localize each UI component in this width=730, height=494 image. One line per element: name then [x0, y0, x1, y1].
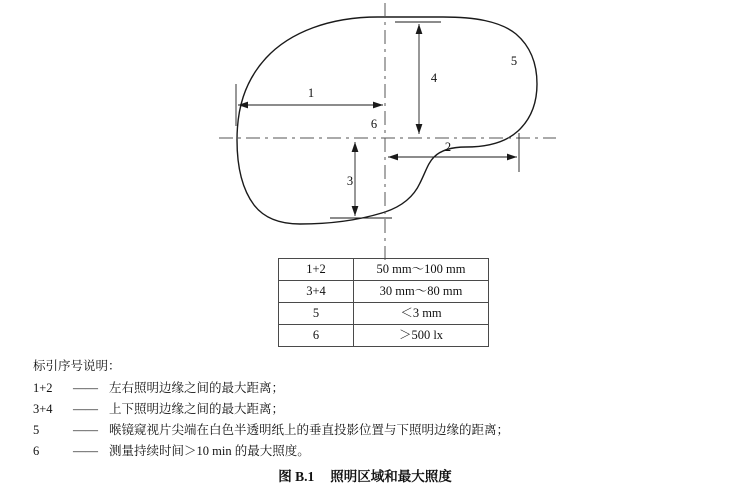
- spec-table: [278, 258, 489, 347]
- table-row: [279, 325, 489, 347]
- table-row: [279, 281, 489, 303]
- callout-label-4: 4: [430, 71, 438, 85]
- list-item: [33, 378, 633, 399]
- dimension-1-arrow-left: [238, 102, 248, 109]
- spec-value: 50 mm～100 mm: [354, 259, 489, 281]
- figure-caption: [0, 465, 730, 485]
- list-item: [33, 441, 633, 462]
- table-row: [279, 259, 489, 281]
- legend-key: 3+4: [33, 402, 53, 416]
- callout-label-2: 2: [444, 140, 452, 154]
- figure-caption-label: 图 B.1: [278, 469, 315, 484]
- callout-label-5: 5: [510, 54, 518, 68]
- legend: [33, 356, 633, 462]
- dimension-2-arrow-left: [388, 154, 398, 161]
- dimension-2-arrow-right: [507, 154, 517, 161]
- spec-value: ＞500 lx: [354, 325, 489, 347]
- illumination-region-outline: [237, 17, 537, 224]
- legend-key: 1+2: [33, 381, 53, 395]
- callout-labels: [308, 54, 517, 188]
- callout-label-3: 3: [346, 174, 354, 188]
- legend-key: 6: [33, 444, 40, 458]
- legend-text: 上下照明边缘之间的最大距离；: [109, 402, 285, 416]
- legend-text: 左右照明边缘之间的最大距离；: [109, 381, 285, 395]
- legend-title: 标引序号说明：: [33, 359, 121, 373]
- legend-dash: ——: [73, 423, 98, 437]
- spec-value: ＜3 mm: [354, 303, 489, 325]
- legend-key: 5: [33, 423, 40, 437]
- spec-value: 30 mm～80 mm: [354, 281, 489, 303]
- list-item: [33, 399, 633, 420]
- legend-dash: ——: [73, 444, 98, 458]
- dimension-3-arrow-bottom: [352, 206, 359, 216]
- spec-key: 1+2: [279, 259, 354, 281]
- dimension-4-arrow-top: [416, 24, 423, 34]
- callout-label-6: 6: [370, 117, 378, 131]
- dimension-3-arrow-top: [352, 142, 359, 152]
- dimension-1-arrow-right: [373, 102, 383, 109]
- legend-text: 测量持续时间＞10 min 的最大照度。: [109, 444, 310, 458]
- legend-text: 喉镜窥视片尖端在白色半透明纸上的垂直投影位置与下照明边缘的距离；: [109, 423, 510, 437]
- legend-dash: ——: [73, 381, 98, 395]
- table-row: [279, 303, 489, 325]
- spec-key: 6: [279, 325, 354, 347]
- spec-key: 3+4: [279, 281, 354, 303]
- list-item: [33, 420, 633, 441]
- dimension-4-arrow-bottom: [416, 124, 423, 134]
- figure-caption-text: 照明区域和最大照度: [330, 469, 452, 484]
- legend-dash: ——: [73, 402, 98, 416]
- spec-table-body: [279, 259, 489, 347]
- callout-label-1: 1: [307, 86, 315, 100]
- spec-key: 5: [279, 303, 354, 325]
